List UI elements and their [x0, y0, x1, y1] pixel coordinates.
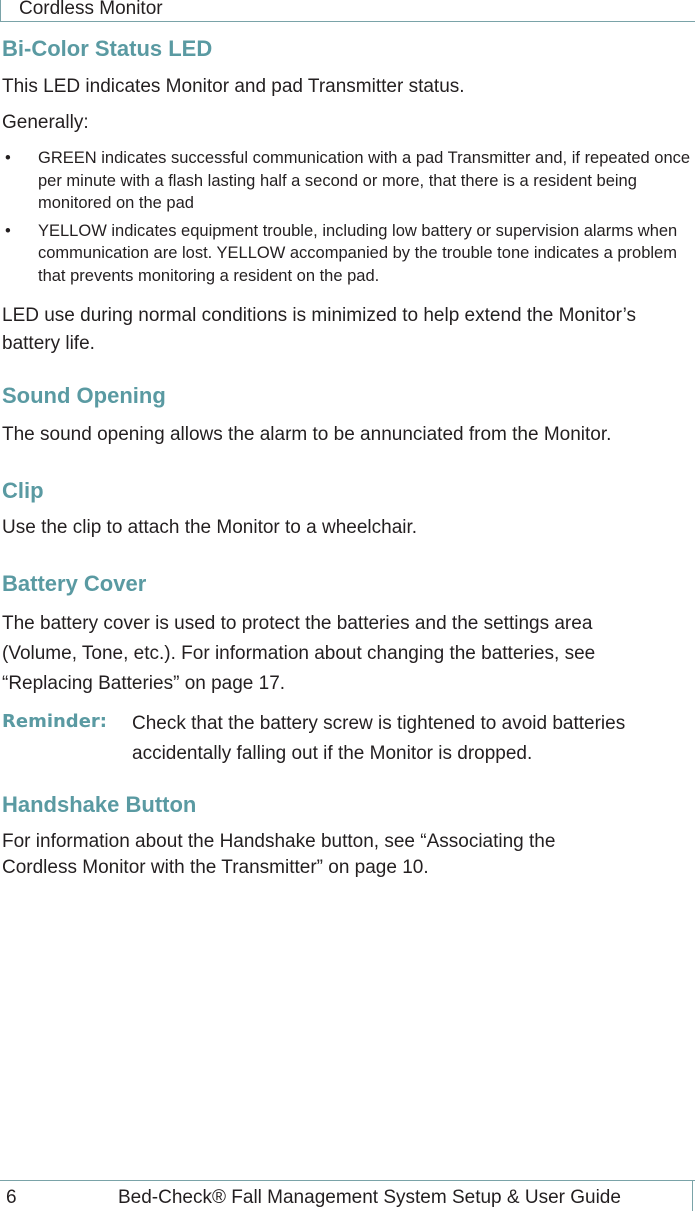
footer-title: Bed-Check® Fall Management System Setup & User Guide: [118, 1187, 621, 1208]
heading-sound-opening: Sound Opening: [2, 383, 166, 408]
reminder-label: Reminder:: [2, 711, 107, 732]
heading-bi-color-status-led: Bi-Color Status LED: [2, 36, 213, 61]
header-title: Cordless Monitor: [19, 0, 163, 19]
led-intro: This LED indicates Monitor and pad Transmitter status.: [2, 76, 465, 97]
header-rule: [0, 21, 695, 22]
list-item: [2, 147, 694, 215]
header-left-tick: [0, 0, 1, 22]
led-note: LED use during normal conditions is minimized to help extend the Monitor’s battery life.: [2, 305, 637, 354]
handshake-body-line-1: For information about the Handshake button, see “Associating the: [2, 831, 556, 852]
led-bullet-list: [2, 147, 694, 292]
clip-body: Use the clip to attach the Monitor to a wheelchair.: [2, 517, 418, 538]
footer-right-tick: [692, 1180, 693, 1211]
led-generally: Generally:: [2, 112, 89, 133]
page-footer: [0, 1180, 695, 1211]
page-header: [0, 0, 695, 22]
led-bullet-yellow: YELLOW indicates equipment trouble, including low battery or supervision alarms when communication are lost. YELLOW accompanied by the trouble tone indicates a problem that prevents monitoring a resident on the pad.: [38, 221, 678, 285]
heading-handshake-button: Handshake Button: [2, 792, 197, 817]
reminder-text: Check that the battery screw is tightened to avoid batteries accidentally falling out if the Monitor is dropped.: [132, 713, 626, 764]
sound-body: The sound opening allows the alarm to be annunciated from the Monitor.: [2, 424, 612, 445]
handshake-body-line-2: Cordless Monitor with the Transmitter” on page 10.: [2, 857, 429, 878]
bullet-marker: •: [5, 149, 11, 167]
page-number: 6: [6, 1187, 17, 1208]
led-bullet-green: GREEN indicates successful communication with a pad Transmitter and, if repeated once per minute with a flash lasting half a second or more, that there is a resident being monitored on the pad: [38, 149, 691, 212]
heading-clip: Clip: [2, 478, 44, 503]
list-item: [2, 220, 694, 288]
heading-battery-cover: Battery Cover: [2, 571, 147, 596]
footer-rule: [0, 1180, 695, 1181]
battery-body: The battery cover is used to protect the batteries and the settings area (Volume, Tone, etc.). For information about changing the batteries, see “Replacing Batteries” on page 17.: [2, 613, 596, 694]
bullet-marker: •: [5, 221, 11, 240]
